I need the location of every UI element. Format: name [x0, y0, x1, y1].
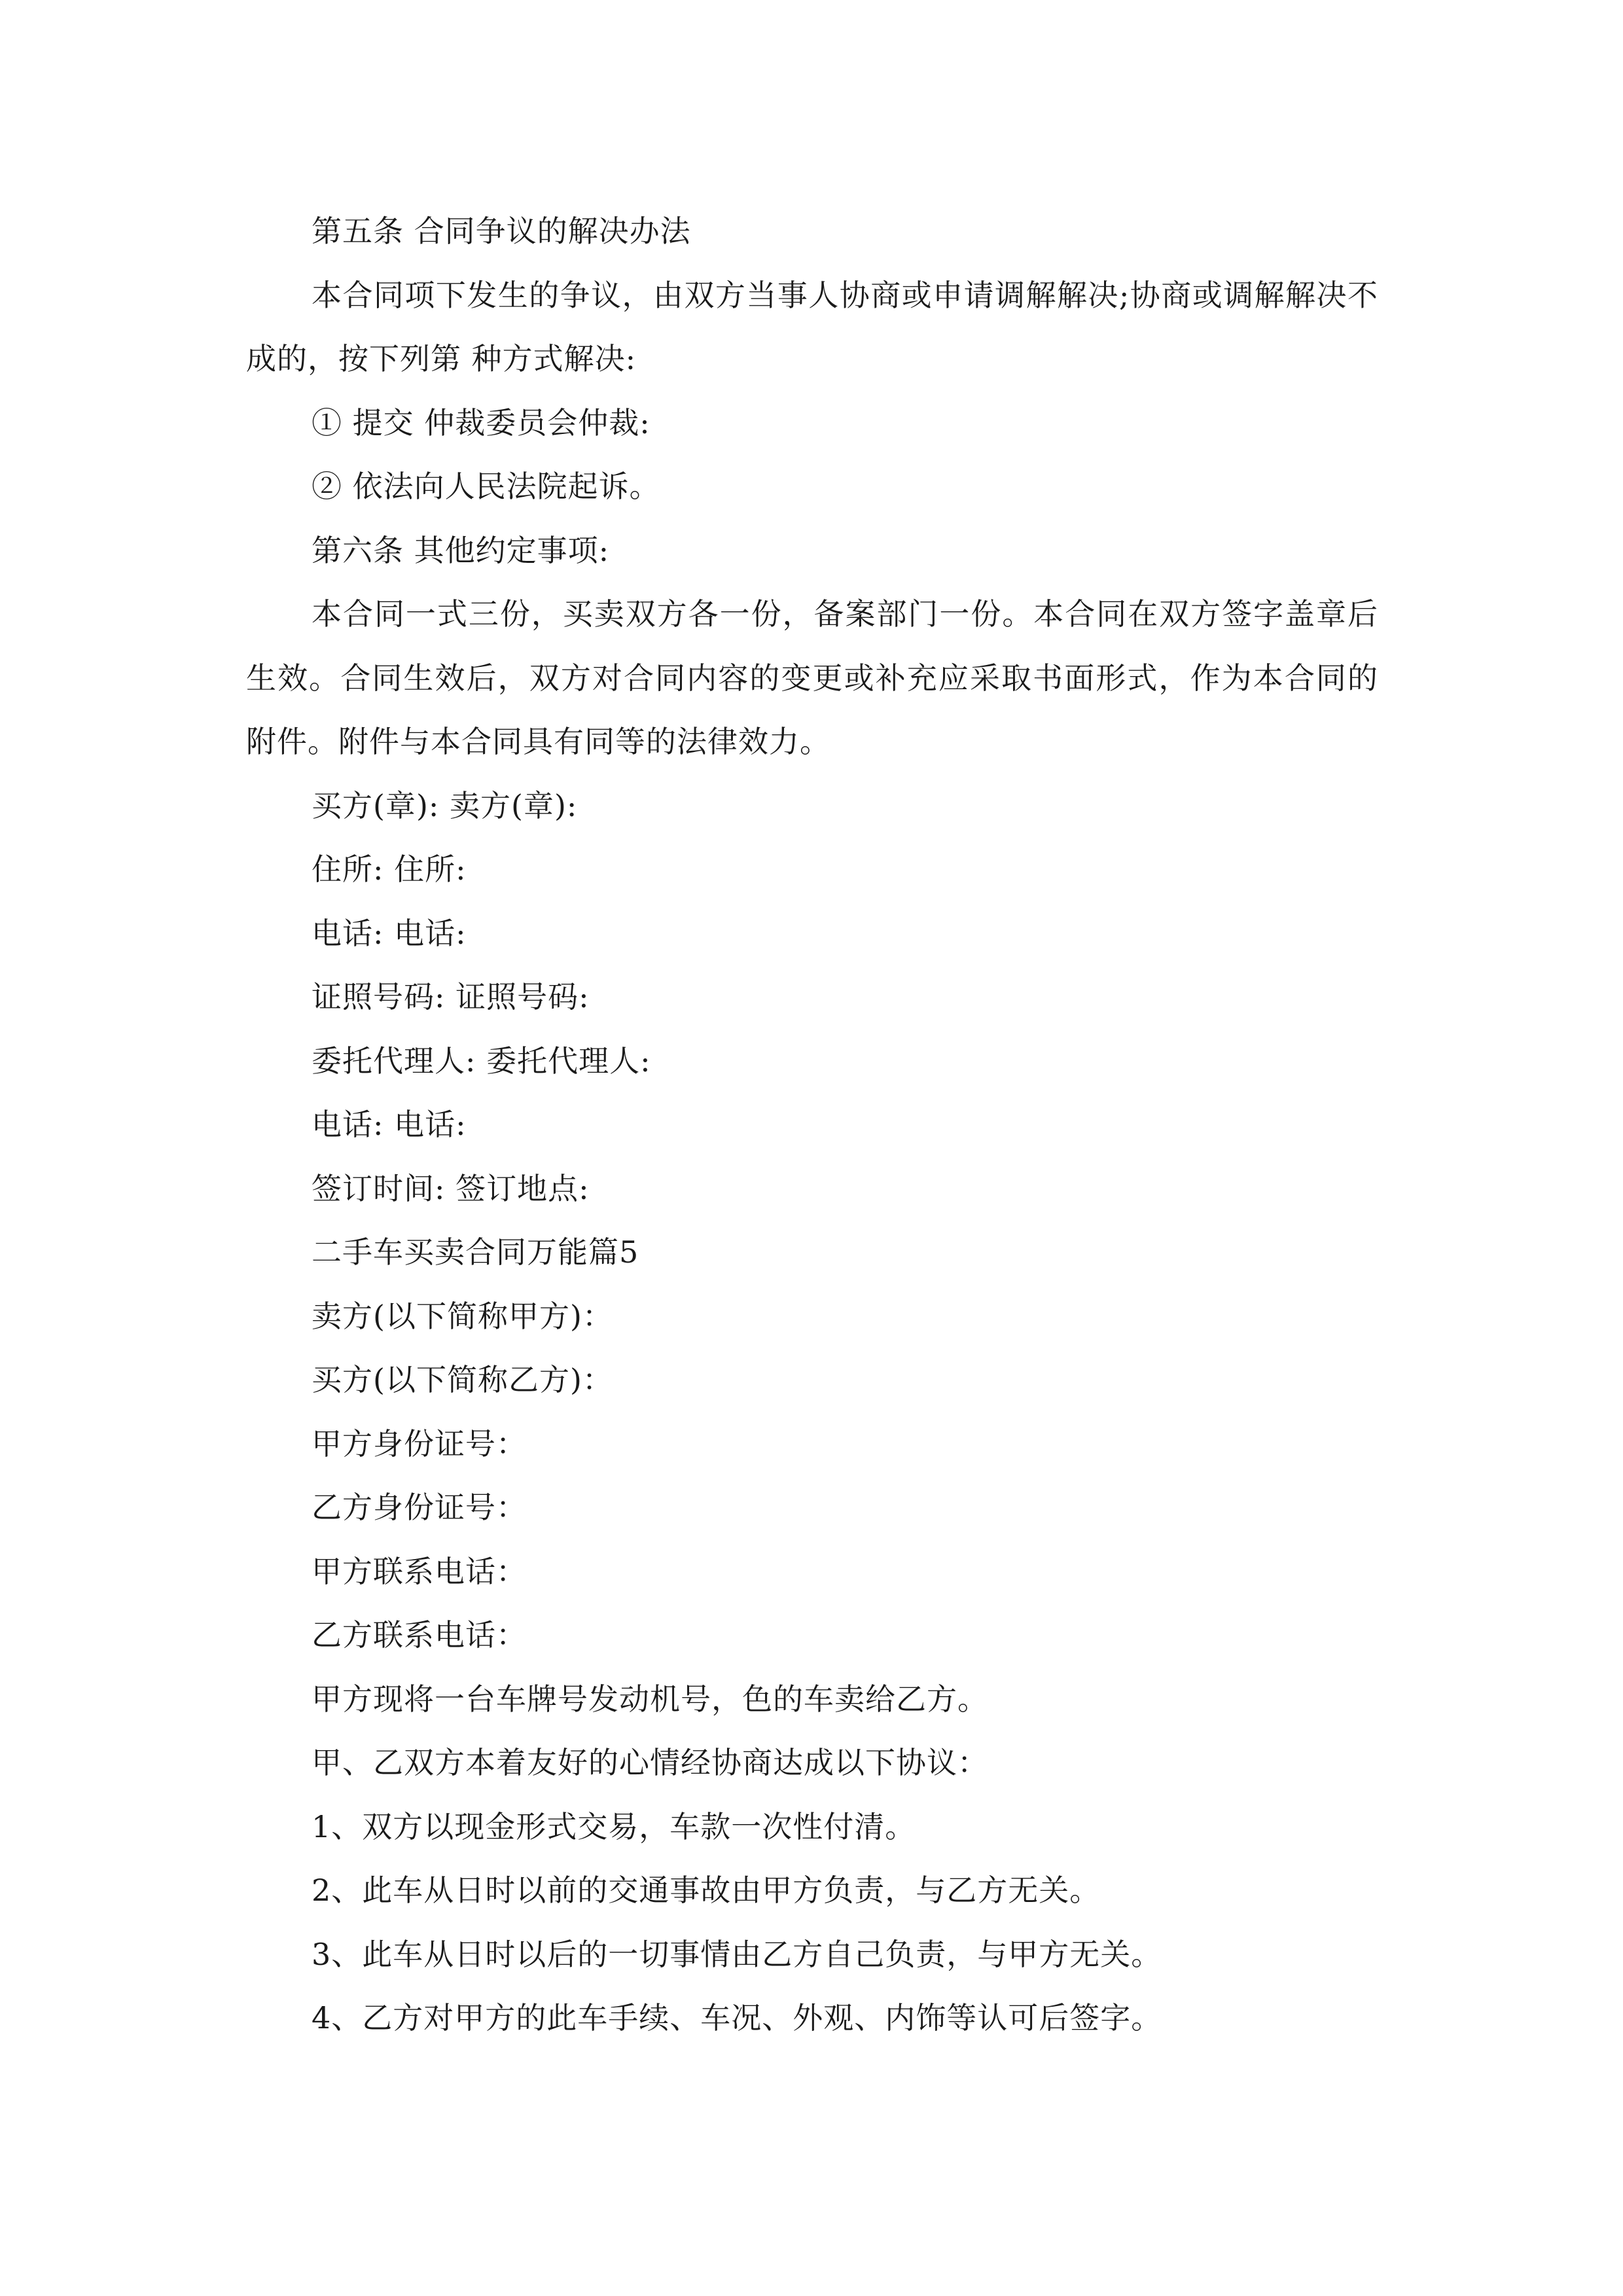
vehicle-transfer-statement: 甲方现将一台车牌号发动机号，色的车卖给乙方。	[312, 1681, 988, 1717]
clause-2: 2、此车从日时以前的交通事故由甲方负责，与乙方无关。	[312, 1873, 1101, 1908]
clause-3: 3、此车从日时以后的一切事情由乙方自己负责，与甲方无关。	[312, 1936, 1162, 1972]
party-b-id: 乙方身份证号：	[312, 1490, 527, 1525]
signature-line-agent: 委托代理人: 委托代理人:	[312, 1043, 651, 1079]
signature-line-phone: 电话: 电话:	[312, 915, 467, 951]
party-a-id: 甲方身份证号：	[312, 1426, 527, 1462]
clause-4: 4、乙方对甲方的此车手续、车况、外观、内饰等认可后签字。	[312, 2000, 1162, 2036]
signature-line-agent-phone: 电话: 电话:	[312, 1107, 467, 1142]
contract-title-5: 二手车买卖合同万能篇5	[312, 1234, 639, 1270]
dispute-resolution-paragraph: 本合同项下发生的争议，由双方当事人协商或申请调解解决;协商或调解解决不成的，按下列第 种方式解决:	[246, 277, 1378, 376]
signature-line-date-place: 签订时间: 签订地点:	[312, 1170, 590, 1206]
party-buyer: 买方(以下简称乙方)：	[312, 1362, 613, 1397]
party-a-phone: 甲方联系电话：	[312, 1553, 527, 1589]
option-arbitration: ① 提交 仲裁委员会仲裁:	[312, 404, 651, 440]
signature-line-seal: 买方(章): 卖方(章):	[312, 787, 578, 823]
option-court: ② 依法向人民法院起诉。	[312, 469, 660, 504]
signature-line-id-number: 证照号码: 证照号码:	[312, 979, 590, 1014]
clause-1: 1、双方以现金形式交易，车款一次性付清。	[312, 1808, 916, 1844]
party-seller: 卖方(以下简称甲方)：	[312, 1298, 613, 1334]
copies-and-effect-paragraph: 本合同一式三份，买卖双方各一份，备案部门一份。本合同在双方签字盖章后生效。合同生效后，双方对合同内容的变更或补充应采取书面形式，作为本合同的附件。附件与本合同具有同等的法律效力。	[246, 596, 1378, 759]
agreement-intro: 甲、乙双方本着友好的心情经协商达成以下协议：	[312, 1745, 988, 1780]
document-body	[246, 200, 1378, 2051]
section-heading-article-6: 第六条 其他约定事项:	[312, 532, 610, 568]
section-heading-article-5: 第五条 合同争议的解决办法	[312, 213, 691, 249]
party-b-phone: 乙方联系电话：	[312, 1617, 527, 1653]
signature-line-address: 住所: 住所:	[312, 852, 467, 887]
